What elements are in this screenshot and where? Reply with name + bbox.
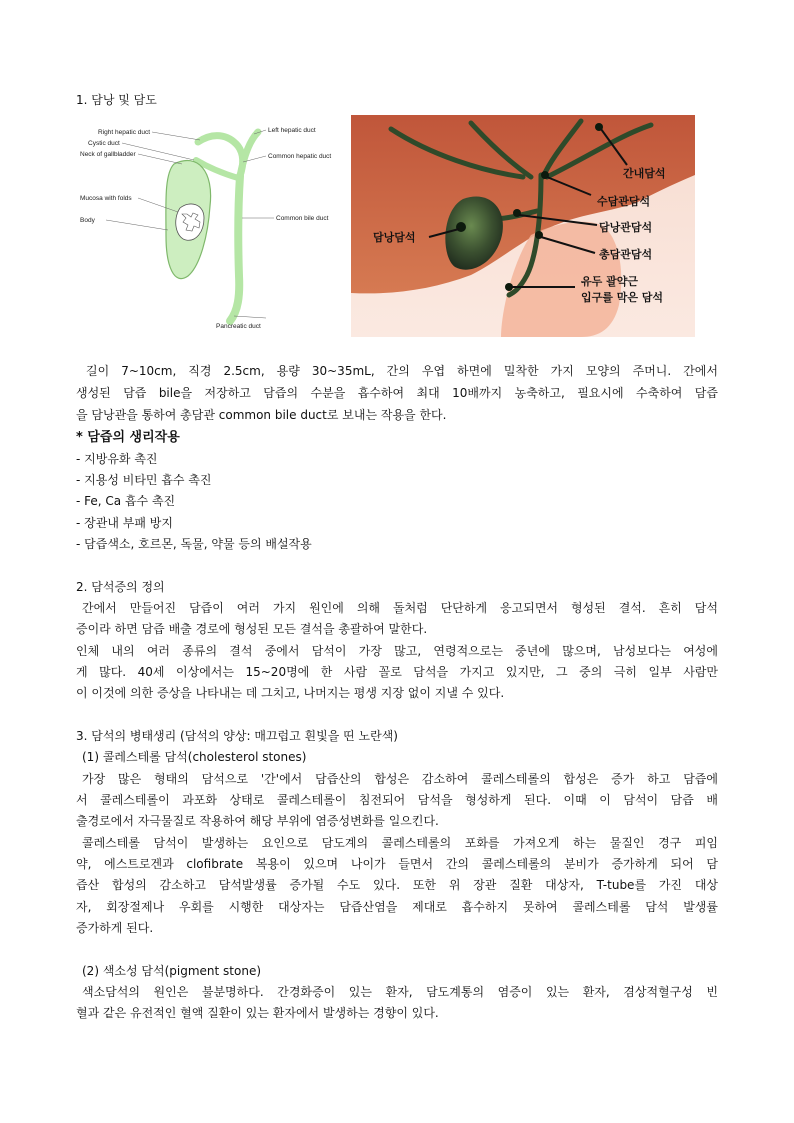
section-2-title: 2. 담석증의 정의 (76, 580, 165, 594)
paragraph-3-line-4: 콜레스테롤 담석이 발생하는 요인으로 담도계의 콜레스테롤의 포화를 가져오게 하는 물질인 경구 피임 (82, 836, 718, 850)
left-hepatic-duct-shape (240, 132, 258, 176)
paragraph-4-line-1: 색소담석의 원인은 불분명하다. 간경화증이 있는 환자, 담도계통의 염증이 있는 환자, 겸상적혈구성 빈 (82, 985, 718, 999)
paragraph-3-line-3: 출경로에서 자극물질로 작용하여 해당 부위에 염증성변화를 일으킨다. (76, 814, 439, 828)
bile-function-item: - Fe, Ca 흡수 촉진 (76, 494, 176, 508)
section-1-title: 1. 담낭 및 담도 (76, 93, 157, 107)
bile-function-item: - 담즙색소, 호르몬, 독물, 약물 등의 배설작용 (76, 537, 312, 551)
paragraph-3-line-5: 약, 에스트로겐과 clofibrate 복용이 있으며 나이가 들면서 간의 콜레스테롤의 분비가 증가하게 되어 담 (76, 857, 718, 871)
gallstone-location-figure (351, 115, 695, 337)
paragraph-1-line-1: 길이 7~10cm, 직경 2.5cm, 용량 30~35mL, 간의 우엽 하면에 밀착한 가지 모양의 주머니. 간에서 (86, 364, 718, 378)
section-3-title: 3. 담석의 병태생리 (담석의 양상: 매끄럽고 흰빛을 띤 노란색) (76, 729, 398, 743)
paragraph-1-line-3: 을 담낭관을 통하여 총담관 common bile duct로 보내는 작용을 한다. (76, 408, 447, 422)
bile-function-item: - 장관내 부패 방지 (76, 516, 173, 530)
paragraph-2-line-1: 간에서 만들어진 담즙이 여러 가지 원인에 의해 돌처럼 단단하게 응고되면서 형성된 결석. 흔히 담석 (82, 601, 718, 615)
label-ampulla-line1: 유두 괄약근 (581, 275, 638, 288)
label-right-hepatic-duct: Right hepatic duct (98, 129, 151, 136)
label-body: Body (80, 217, 95, 224)
paragraph-3-line-1: 가장 많은 형태의 담석으로 '간'에서 담즙산의 합성은 감소하여 콜레스테롤의 합성은 증가 하고 담즙에 (82, 772, 718, 786)
bile-function-item: - 지용성 비타민 흡수 촉진 (76, 473, 212, 487)
paragraph-3-line-2: 서 콜레스테롤이 과포화 상태로 콜레스테롤이 침전되어 담석을 형성하게 된다. 이때 이 담석이 담즙 배 (76, 793, 718, 807)
common-bile-duct-shape (230, 176, 240, 321)
label-intrahepatic-stone: 간내담석 (623, 167, 666, 180)
label-mucosa-with-folds: Mucosa with folds (80, 195, 132, 202)
section-3-2-title: (2) 색소성 담석(pigment stone) (82, 964, 262, 978)
label-common-bile-duct: Common bile duct (276, 215, 329, 222)
paragraph-1-line-2: 생성된 담즙 bile을 저장하고 담즙의 수분을 흡수하여 최대 10배까지 농축하고, 필요시에 수축하여 담즙 (76, 386, 718, 400)
label-pancreatic-duct: Pancreatic duct (216, 323, 261, 330)
paragraph-3-line-7: 자, 회장절제나 우회를 시행한 대상자는 담즙산염을 제대로 흡수하지 못하여 콜레스테롤 담석 발생률 (76, 900, 718, 914)
paragraph-3-line-8: 증가하게 된다. (76, 921, 154, 935)
label-hepatic-duct-stone: 수담관담석 (597, 195, 651, 208)
section-3-1-title: (1) 콜레스테롤 담석(cholesterol stones) (82, 750, 307, 764)
label-cystic-duct-stone: 담낭관담석 (599, 221, 653, 234)
paragraph-2-line-2: 증이라 하면 담즙 배출 경로에 형성된 모든 결석을 총괄하여 말한다. (76, 622, 428, 636)
bile-function-item: - 지방유화 촉진 (76, 452, 158, 466)
paragraph-2-line-3: 인체 내의 여러 종류의 결석 중에서 담석이 가장 많고, 연령적으로는 중년에 많으며, 남성보다는 여성에 (76, 644, 718, 658)
paragraph-2-line-5: 이 이것에 의한 증상을 나타내는 데 그치고, 나머지는 평생 지장 없이 지낼 수 있다. (76, 686, 505, 700)
gallbladder-anatomy-figure (78, 116, 348, 334)
paragraph-4-line-2: 혈과 같은 유전적인 혈액 질환이 있는 환자에서 발생하는 경향이 있다. (76, 1006, 439, 1020)
label-left-hepatic-duct: Left hepatic duct (268, 127, 316, 134)
label-gallbladder-stone: 담낭담석 (373, 231, 416, 244)
label-cystic-duct: Cystic duct (88, 140, 120, 147)
label-neck-of-gallbladder: Neck of gallbladder (80, 151, 136, 158)
label-ampulla-line2: 입구를 막은 담석 (581, 291, 664, 304)
paragraph-2-line-4: 게 많다. 40세 이상에서는 15~20명에 한 사람 꼴로 담석을 가지고 있지만, 그 중의 극히 일부 사람만 (76, 665, 718, 679)
label-common-hepatic-duct: Common hepatic duct (268, 153, 332, 160)
label-common-bile-duct-stone: 총담관담석 (599, 248, 653, 261)
paragraph-3-line-6: 즙산 합성의 감소하고 담석발생률 증가될 수도 있다. 또한 위 장관 질환 대상자, T-tube를 가진 대상 (76, 878, 718, 892)
bile-functions-title: * 담즙의 생리작용 (76, 430, 180, 445)
